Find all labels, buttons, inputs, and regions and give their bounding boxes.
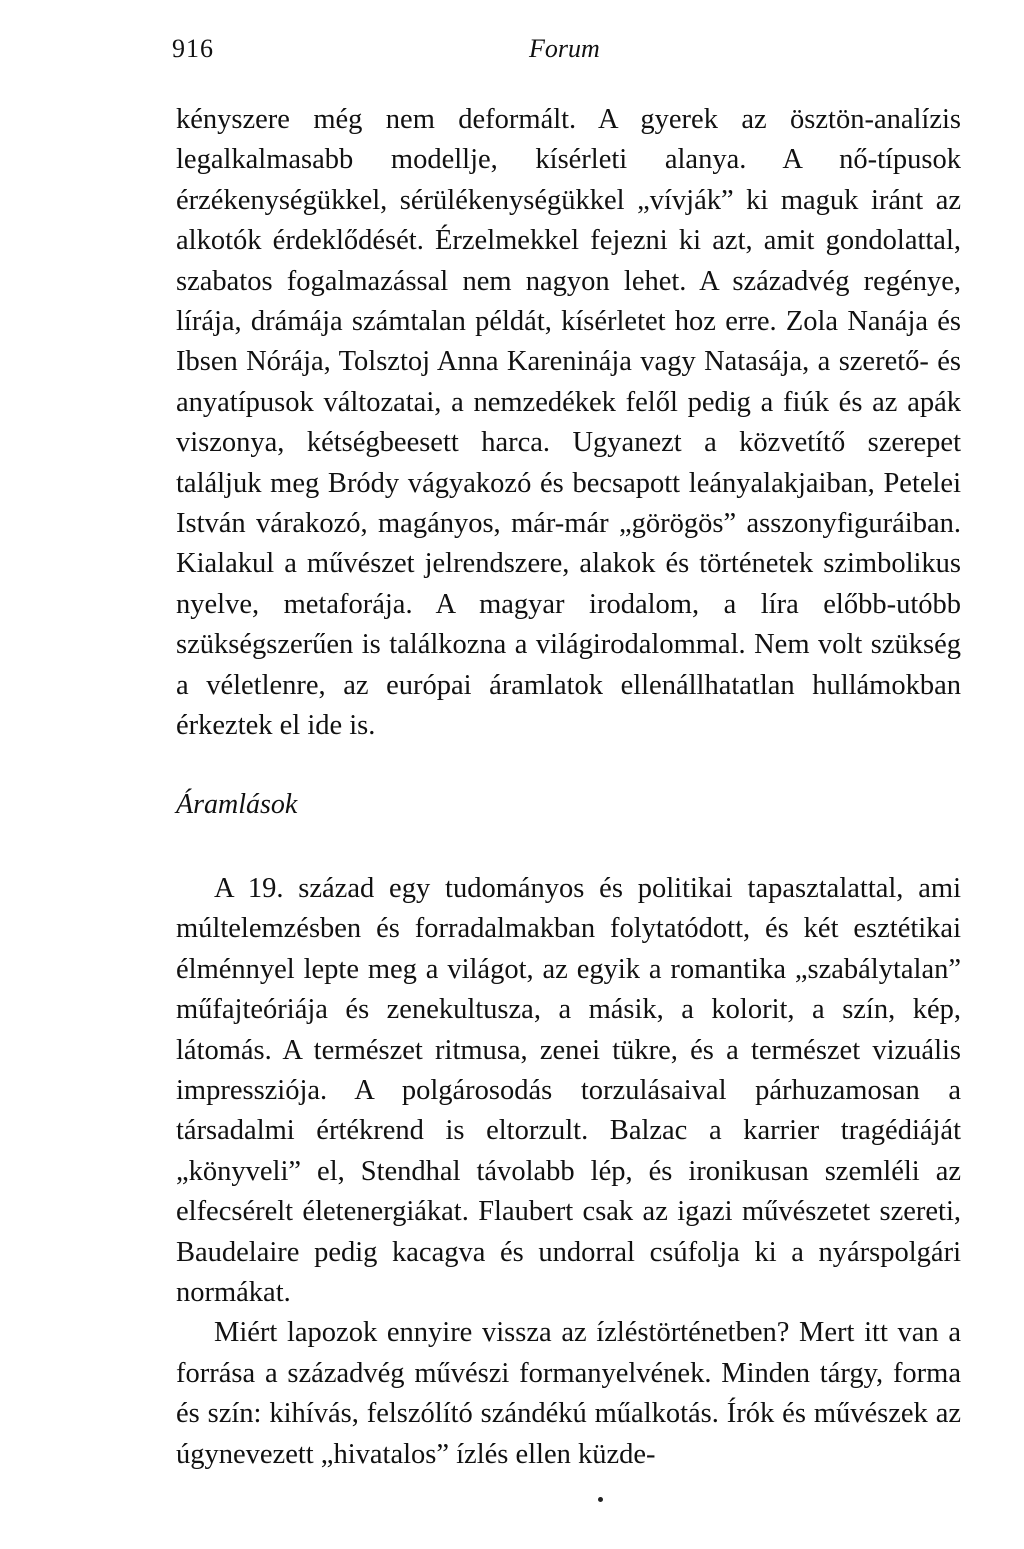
section-heading: Áramlások: [176, 788, 298, 820]
paragraph-2: A 19. század egy tudományos és politikai tapasztalattal, ami múltelemzésben és forradalmakban folytatódott, és két esztétikai élménnyel lepte meg a világot, az egyik a romantika „szabálytalan” műfajteóriája és zenekultusza, a másik, a kolorit, a szín, kép, látomás. A természet ritmusa, zenei tükre, és a természet vizuális impressziója. A polgárosodás torzulásaival párhuzamosan a társadalmi értékrend is eltorzult. Balzac a karrier tragédiáját „könyveli” el, Stendhal távolabb lép, és ironikusan szemléli az elfecsérelt életenergiákat. Flaubert csak az igazi művészetet szereti, Baudelaire pedig kacagva és undorral csúfolja ki a nyárspolgári normákat.: [176, 872, 961, 1308]
running-head-title: Forum: [529, 34, 600, 63]
paragraph-1: kényszere még nem deformált. A gyerek az ösztön-analízis legalkalmasabb modellje, kísérleti alanya. A nő-típusok érzékenységükkel, sérülékenységükkel „vívják” ki maguk iránt az alkotók érdeklődését. Érzelmekkel fejezni ki azt, amit gondolattal, szabatos fogalmazással nem nagyon lehet. A századvég regénye, lírája, drámája számtalan példát, kísérletet hoz erre. Zola Nanája és Ibsen Nórája, Tolsztoj Anna Kareninája vagy Natasája, a szerető- és anyatípusok változatai, a nemzedékek felől pedig a fiúk és az apák viszonya, kétségbeesett harca. Ugyanezt a közvetítő szerepet találjuk meg Bródy vágyakozó és becsapott leányalakjaiban, Petelei István várakozó, magányos, már-már „görögös” asszonyfiguráiban. Kialakul a művészet jelrendszere, alakok és történetek szimbolikus nyelve, metaforája. A magyar irodalom, a líra előbb-utóbb szükségszerűen is találkozna a világirodalommal. Nem volt szükség a véletlenre, az európai áramlatok ellenállhatatlan hullámokban érkeztek el ide is.: [176, 104, 961, 742]
print-speck: [598, 1497, 603, 1502]
paragraph-3: Miért lapozok ennyire vissza az ízléstörténetben? Mert itt van a forrása a századvég művészi formanyelvének. Minden tárgy, forma és szín: kihívás, felszólító szándékú műalkotás. Írók és művészek az úgynevezett „hivatalos” ízlés ellen küzde-: [176, 1317, 961, 1470]
page-number: 916: [172, 34, 214, 63]
article-body: [176, 100, 961, 1475]
